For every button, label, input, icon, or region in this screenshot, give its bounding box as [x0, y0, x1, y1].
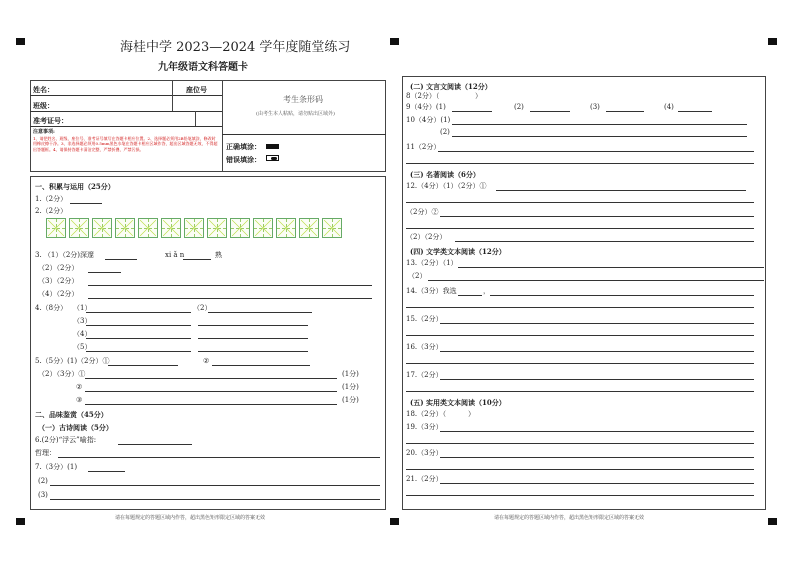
q3-3-answer-line[interactable]	[88, 285, 372, 286]
character-cell[interactable]	[230, 218, 250, 238]
q5-2-score-3: (1分)	[342, 396, 359, 404]
q9-2-answer-line[interactable]	[530, 111, 570, 112]
q10-label: 10（4分）(1)	[406, 116, 451, 124]
q12-3-answer-line[interactable]	[455, 241, 754, 242]
q12-1-answer-line[interactable]	[496, 190, 746, 191]
q4-label: 4.（8分）	[35, 304, 68, 312]
q5-2-answer-line-1[interactable]	[85, 378, 337, 379]
q2-label: 2.（2分）	[35, 207, 68, 215]
q21-answer-line-2[interactable]	[406, 495, 754, 496]
q6-label: 6.(2分)“浮云”喻指:	[35, 436, 97, 444]
character-cell[interactable]	[207, 218, 227, 238]
q16-answer-line-1[interactable]	[440, 351, 754, 352]
q4-3-answer-line[interactable]	[86, 325, 191, 326]
q4-1-label: （1）	[73, 304, 92, 312]
q20-answer-line-1[interactable]	[440, 457, 754, 458]
q4-5-answer-line[interactable]	[86, 351, 191, 352]
q12-3-label: （2）（2分）	[406, 233, 447, 241]
q11-answer-line-2[interactable]	[406, 163, 754, 164]
q19-answer-line-1[interactable]	[440, 431, 754, 432]
q7-2-label: (2)	[38, 477, 48, 485]
q14-comma: ，	[483, 287, 490, 295]
q3-1-answer-line[interactable]	[105, 259, 137, 260]
q11-label: 11（2分）	[406, 143, 441, 151]
q13-1-answer-line[interactable]	[458, 267, 764, 268]
q15-answer-line-1[interactable]	[440, 323, 754, 324]
barcode-note: (由考生本人粘贴，请勿贴出区域外)	[256, 111, 335, 117]
q10-2-label: (2)	[440, 128, 450, 136]
character-grid	[46, 218, 342, 238]
q21-label: 21.（2分）	[406, 475, 443, 483]
q13-label: 13.（2分）（1）	[406, 259, 458, 267]
q1-label: 1.（2分）	[35, 195, 68, 203]
section-r1-heading: (三) 名著阅读（6分）	[410, 170, 480, 179]
exam-no-label: 准考证号：	[33, 116, 68, 125]
class-label: 班级：	[33, 101, 54, 110]
q9-3-label: (3)	[590, 103, 600, 111]
q3-1-char: 熟	[215, 251, 222, 259]
character-cell[interactable]	[115, 218, 135, 238]
q7-label: 7.（3分）(1)	[35, 463, 78, 471]
section-2a-heading: （一）古诗阅读（5分）	[38, 423, 113, 432]
q9-4-answer-line[interactable]	[678, 111, 712, 112]
q18-close: ）	[468, 410, 475, 418]
q9-label: 9（4分）(1)	[406, 103, 446, 111]
q4-4-answer-line[interactable]	[86, 338, 191, 339]
q4-1-answer-line[interactable]	[86, 312, 191, 313]
q5-2-answer-line-3[interactable]	[85, 404, 337, 405]
section-2-heading: 二、品味鉴赏（45分）	[35, 410, 108, 419]
q12-label: 12.（4分）（1）（2分）①	[406, 182, 487, 190]
q12-2-answer-line[interactable]	[440, 216, 754, 217]
q5-2-score-2: (1分)	[342, 383, 359, 391]
q17-answer-line-1[interactable]	[440, 379, 754, 380]
q14-label: 14.（3分）我选	[406, 287, 457, 295]
page-title: 海桂中学 2023—2024 学年度随堂练习	[120, 40, 351, 55]
q3-1-label: 3. （1）（2分)深邃	[35, 251, 95, 259]
q8-label: 8（2分）（	[406, 92, 440, 100]
character-cell[interactable]	[69, 218, 89, 238]
q17-answer-line-2[interactable]	[406, 391, 754, 392]
q12-2-label: （2分）②	[406, 208, 439, 216]
q12-1b-answer-line[interactable]	[406, 202, 754, 203]
q8-close: ）	[475, 92, 482, 100]
q4-2-answer-line[interactable]	[208, 312, 312, 313]
q20-answer-line-2[interactable]	[406, 469, 754, 470]
q16-label: 16.（3分）	[406, 343, 443, 351]
q17-label: 17.（2分）	[406, 371, 443, 379]
alignment-mark	[768, 518, 777, 525]
character-cell[interactable]	[161, 218, 181, 238]
character-cell[interactable]	[138, 218, 158, 238]
q12-2b-answer-line[interactable]	[406, 228, 754, 229]
q13-2-answer-line[interactable]	[428, 280, 764, 281]
q15-answer-line-2[interactable]	[406, 335, 754, 336]
alignment-mark	[768, 38, 777, 45]
q9-1-answer-line[interactable]	[452, 111, 492, 112]
q14-choice-line[interactable]	[458, 295, 482, 296]
fill-correct-label: 正确填涂：	[226, 142, 261, 151]
q21-answer-line-1[interactable]	[440, 483, 754, 484]
q5-label: 5.（5分）(1)（2分）①	[35, 357, 110, 365]
name-label: 姓名：	[33, 85, 54, 94]
character-cell[interactable]	[92, 218, 112, 238]
q5-2-label: （2）（3分）①	[38, 370, 86, 378]
q9-4-label: (4)	[664, 103, 674, 111]
q9-3-answer-line[interactable]	[606, 111, 644, 112]
q9-2-label: (2)	[514, 103, 524, 111]
q3-2-answer-line[interactable]	[88, 272, 121, 273]
q3-1b-answer-line[interactable]	[183, 259, 211, 260]
character-cell[interactable]	[299, 218, 319, 238]
q5-2-answer-line-2[interactable]	[85, 391, 337, 392]
notes-title: 注意事项:	[33, 129, 55, 135]
section-r3-heading: (五) 实用类文本阅读（10分）	[410, 398, 506, 407]
q10-2-answer-line[interactable]	[452, 136, 747, 137]
q14-answer-line-1[interactable]	[490, 295, 754, 296]
q7-1-answer-line[interactable]	[88, 471, 125, 472]
q5-1b-label: ②	[203, 357, 210, 365]
q3-2-label: （2）（2分）	[38, 264, 79, 272]
section-1-heading: 一、积累与运用（25分）	[35, 182, 115, 191]
section-r2-heading: (四) 文学类文本阅读（12分）	[410, 247, 506, 256]
character-cell[interactable]	[322, 218, 342, 238]
q5-1b-answer-line[interactable]	[212, 365, 310, 366]
q4-4-label: （4）	[73, 330, 92, 338]
q5-1-answer-line[interactable]	[108, 365, 178, 366]
q18-label: 18.（2分）（	[406, 410, 447, 418]
q13-2-label: （2）	[408, 272, 427, 280]
barcode-title: 考生条形码	[283, 95, 323, 104]
page-subtitle: 九年级语文科答题卡	[158, 62, 248, 73]
alignment-mark	[16, 38, 25, 45]
q5-2-score-1: (1分)	[342, 370, 359, 378]
alignment-mark	[16, 518, 25, 525]
q4-3-label: （3）	[73, 317, 92, 325]
q5-2b-label: ②	[76, 383, 83, 391]
right-footer-note: 请在每题规定的答题区域内作答，超出黑色矩形限定区域的答案无效	[494, 515, 645, 521]
q20-label: 20.（3分）	[406, 449, 443, 457]
q3-4-answer-line[interactable]	[88, 298, 372, 299]
left-footer-note: 请在每题规定的答题区域内作答，超出黑色矩形限定区域的答案无效	[115, 515, 266, 521]
fill-wrong-sample	[266, 155, 279, 161]
q11-answer-line-1[interactable]	[438, 151, 754, 152]
q4-5b-answer-line[interactable]	[198, 351, 308, 352]
q19-label: 19.（3分）	[406, 423, 443, 431]
q3-4-label: （4）（2分）	[38, 290, 79, 298]
zheli-answer-line[interactable]	[58, 457, 380, 458]
q10-1-answer-line[interactable]	[452, 124, 747, 125]
q6-answer-line[interactable]	[118, 444, 192, 445]
q4-2-label: （2）	[193, 304, 212, 312]
q1-answer-line[interactable]	[70, 203, 102, 204]
alignment-mark	[390, 38, 399, 45]
q5-2c-label: ③	[76, 396, 83, 404]
q7-3-answer-line[interactable]	[50, 499, 380, 500]
character-cell[interactable]	[184, 218, 204, 238]
q16-answer-line-2[interactable]	[406, 363, 754, 364]
q4-4b-answer-line[interactable]	[198, 338, 308, 339]
alignment-mark	[390, 518, 399, 525]
q4-3b-answer-line[interactable]	[198, 325, 308, 326]
q15-label: 15.（2分）	[406, 315, 443, 323]
character-cell[interactable]	[253, 218, 273, 238]
zheli-label: 哲理：	[35, 449, 56, 457]
q19-answer-line-2[interactable]	[406, 443, 754, 444]
fill-correct-sample	[266, 144, 279, 149]
fill-wrong-label: 错误填涂：	[226, 155, 261, 164]
section-r0-heading: (二) 文言文阅读（12分）	[410, 82, 492, 91]
q3-1-pinyin: xi ǎ n	[165, 251, 185, 259]
q7-3-label: (3)	[38, 491, 48, 499]
q7-2-answer-line[interactable]	[50, 485, 380, 486]
character-cell[interactable]	[276, 218, 296, 238]
seat-label: 座位号	[186, 85, 207, 94]
q4-5-label: （5）	[73, 343, 92, 351]
character-cell[interactable]	[46, 218, 66, 238]
q14-answer-line-2[interactable]	[406, 307, 754, 308]
notes-text: 1、请把姓名、班级、座位号、准考证号填写在答题卡相应位置。2、选择题必须用2B铅笔填涂，修改时用橡皮擦干净。3、非选择题必须用0.5mm黑色水笔在答题卡相应区域作答，超出区域答题无效，不得超出答题框。4、请保持答题卡清洁完整，严禁折叠、严禁污损。	[33, 136, 218, 152]
q3-3-label: （3）（2分）	[38, 277, 79, 285]
